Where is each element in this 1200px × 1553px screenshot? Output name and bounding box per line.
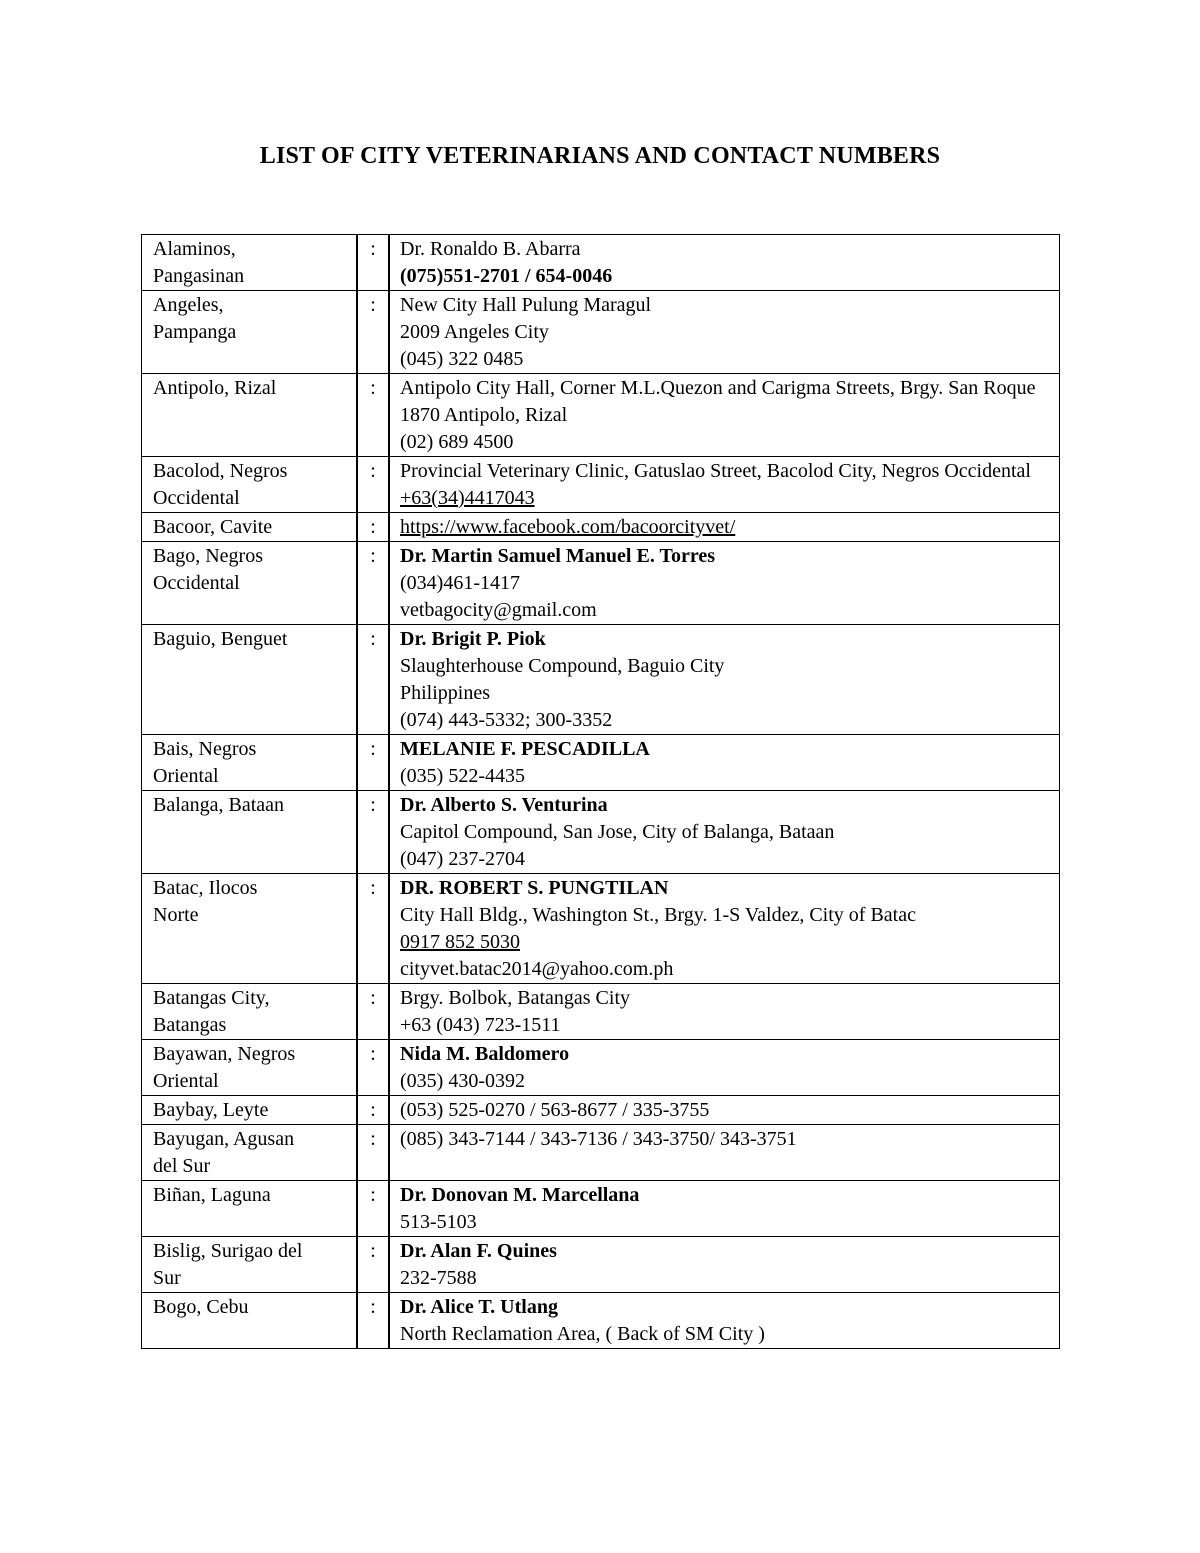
city-name-line: Sur — [153, 1267, 181, 1289]
city-cell — [142, 1237, 358, 1293]
contact-info-line: North Reclamation Area, ( Back of SM City ) — [400, 1323, 765, 1345]
table-row — [142, 457, 1060, 513]
contact-info-line: (034)461-1417 — [400, 572, 520, 594]
contact-info-line: New City Hall Pulung Maragul — [400, 294, 652, 316]
city-cell — [142, 735, 358, 791]
city-name-line: Bacolod, Negros — [153, 460, 288, 482]
contact-info-line: (053) 525-0270 / 563-8677 / 335-3755 — [400, 1099, 710, 1121]
contact-info-cell — [389, 1040, 1060, 1096]
contact-info-cell — [389, 874, 1060, 984]
contact-info-line: Provincial Veterinary Clinic, Gatuslao Street, Bacolod City, Negros Occidental — [400, 460, 1031, 482]
contact-info-line: Dr. Alan F. Quines — [400, 1240, 557, 1262]
city-name-line: Bogo, Cebu — [153, 1296, 249, 1318]
separator-cell: : — [357, 457, 389, 513]
contact-info-line: +63 (043) 723-1511 — [400, 1014, 561, 1036]
table-row — [142, 374, 1060, 457]
separator-cell: : — [357, 735, 389, 791]
contact-info-line: Philippines — [400, 682, 491, 704]
contact-info-line: 0917 852 5030 — [400, 931, 520, 953]
contact-info-line: 513-5103 — [400, 1211, 477, 1233]
table-row — [142, 625, 1060, 735]
table-row — [142, 874, 1060, 984]
contact-info-cell — [389, 1293, 1060, 1349]
city-cell — [142, 984, 358, 1040]
separator-cell: : — [357, 625, 389, 735]
city-name-line: Alaminos, — [153, 238, 236, 260]
contact-info-line: DR. ROBERT S. PUNGTILAN — [400, 877, 669, 899]
contact-info-line: Dr. Ronaldo B. Abarra — [400, 238, 581, 260]
table-row — [142, 542, 1060, 625]
contact-info-line: vetbagocity@gmail.com — [400, 599, 597, 621]
contact-info-cell — [389, 984, 1060, 1040]
table-row — [142, 1237, 1060, 1293]
contact-info-line: (02) 689 4500 — [400, 431, 514, 453]
table-row — [142, 1040, 1060, 1096]
contact-info-line: 2009 Angeles City — [400, 321, 549, 343]
table-row — [142, 735, 1060, 791]
contact-info-line: Dr. Brigit P. Piok — [400, 628, 546, 650]
city-name-line: Antipolo, Rizal — [153, 377, 277, 399]
table-row — [142, 1125, 1060, 1181]
contact-info-line: (085) 343-7144 / 343-7136 / 343-3750/ 343-3751 — [400, 1128, 797, 1150]
city-name-line: Occidental — [153, 487, 240, 509]
city-cell — [142, 1040, 358, 1096]
separator-cell: : — [357, 791, 389, 874]
contact-info-line: (074) 443-5332; 300-3352 — [400, 709, 613, 731]
contact-info-cell — [389, 791, 1060, 874]
city-name-line: Bacoor, Cavite — [153, 516, 273, 538]
table-row — [142, 1181, 1060, 1237]
separator-cell: : — [357, 1181, 389, 1237]
contact-info-line: Dr. Martin Samuel Manuel E. Torres — [400, 545, 716, 567]
city-name-line: Oriental — [153, 1070, 219, 1092]
contact-info-line: Antipolo City Hall, Corner M.L.Quezon and Carigma Streets, Brgy. San Roque — [400, 377, 1036, 399]
contact-info-line: (075)551-2701 / 654-0046 — [400, 265, 613, 287]
separator-cell: : — [357, 1125, 389, 1181]
city-name-line: Batac, Ilocos — [153, 877, 258, 899]
contact-info-line: Brgy. Bolbok, Batangas City — [400, 987, 630, 1009]
city-name-line: Pangasinan — [153, 265, 245, 287]
veterinarian-table — [141, 234, 1060, 1349]
separator-cell: : — [357, 513, 389, 542]
separator-cell: : — [357, 374, 389, 457]
city-cell — [142, 1293, 358, 1349]
city-cell — [142, 1181, 358, 1237]
city-name-line: Bais, Negros — [153, 738, 257, 760]
city-cell — [142, 791, 358, 874]
city-name-line: Baguio, Benguet — [153, 628, 288, 650]
city-name-line: Bago, Negros — [153, 545, 263, 567]
separator-cell: : — [357, 291, 389, 374]
city-cell — [142, 625, 358, 735]
contact-info-line: (047) 237-2704 — [400, 848, 525, 870]
contact-info-cell — [389, 374, 1060, 457]
facebook-link[interactable]: https://www.facebook.com/bacoorcityvet/ — [400, 516, 736, 538]
city-name-line: Norte — [153, 904, 199, 926]
contact-info-cell — [389, 457, 1060, 513]
city-name-line: Batangas — [153, 1014, 227, 1036]
table-row — [142, 513, 1060, 542]
table-row — [142, 1096, 1060, 1125]
city-cell — [142, 1125, 358, 1181]
contact-info-line: (045) 322 0485 — [400, 348, 524, 370]
table-row — [142, 1293, 1060, 1349]
separator-cell: : — [357, 1293, 389, 1349]
separator-cell: : — [357, 235, 389, 291]
contact-info-line: cityvet.batac2014@yahoo.com.ph — [400, 958, 674, 980]
separator-cell: : — [357, 874, 389, 984]
contact-info-cell — [389, 235, 1060, 291]
separator-cell: : — [357, 1040, 389, 1096]
contact-info-line: City Hall Bldg., Washington St., Brgy. 1-S Valdez, City of Batac — [400, 904, 916, 926]
table-row — [142, 791, 1060, 874]
city-cell — [142, 374, 358, 457]
contact-info-line: Dr. Donovan M. Marcellana — [400, 1184, 640, 1206]
city-name-line: Batangas City, — [153, 987, 270, 1009]
city-cell — [142, 874, 358, 984]
city-name-line: Bayawan, Negros — [153, 1043, 296, 1065]
contact-info-cell — [389, 735, 1060, 791]
city-name-line: Angeles, — [153, 294, 224, 316]
contact-info-line: Capitol Compound, San Jose, City of Balanga, Bataan — [400, 821, 835, 843]
separator-cell: : — [357, 1237, 389, 1293]
contact-info-line: 1870 Antipolo, Rizal — [400, 404, 568, 426]
contact-info-line: Dr. Alice T. Utlang — [400, 1296, 558, 1318]
city-cell — [142, 542, 358, 625]
contact-info-cell — [389, 1096, 1060, 1125]
page-title: LIST OF CITY VETERINARIANS AND CONTACT NUMBERS — [259, 143, 941, 169]
table-row — [142, 291, 1060, 374]
contact-info-line: (035) 522-4435 — [400, 765, 525, 787]
table-row — [142, 235, 1060, 291]
table-row — [142, 984, 1060, 1040]
separator-cell: : — [357, 984, 389, 1040]
contact-info-cell — [389, 513, 1060, 542]
city-name-line: Oriental — [153, 765, 219, 787]
city-cell — [142, 1096, 358, 1125]
separator-cell: : — [357, 542, 389, 625]
contact-info-line: Slaughterhouse Compound, Baguio City — [400, 655, 725, 677]
contact-info-line: Nida M. Baldomero — [400, 1043, 570, 1065]
city-name-line: del Sur — [153, 1155, 211, 1177]
city-name-line: Bayugan, Agusan — [153, 1128, 295, 1150]
city-name-line: Pampanga — [153, 321, 237, 343]
contact-info-cell — [389, 542, 1060, 625]
contact-info-line: +63(34)4417043 — [400, 487, 535, 509]
city-cell — [142, 235, 358, 291]
contact-info-cell — [389, 1125, 1060, 1181]
separator-cell: : — [357, 1096, 389, 1125]
city-name-line: Baybay, Leyte — [153, 1099, 269, 1121]
contact-info-cell — [389, 625, 1060, 735]
city-name-line: Bislig, Surigao del — [153, 1240, 303, 1262]
contact-info-line: 232-7588 — [400, 1267, 477, 1289]
city-cell — [142, 457, 358, 513]
contact-info-cell — [389, 1181, 1060, 1237]
city-cell — [142, 291, 358, 374]
contact-info-line: (035) 430-0392 — [400, 1070, 525, 1092]
contact-info-cell — [389, 1237, 1060, 1293]
veterinarian-table-body — [142, 235, 1060, 1349]
city-cell — [142, 513, 358, 542]
contact-info-line: MELANIE F. PESCADILLA — [400, 738, 650, 760]
city-name-line: Occidental — [153, 572, 240, 594]
city-name-line: Balanga, Bataan — [153, 794, 285, 816]
city-name-line: Biñan, Laguna — [153, 1184, 271, 1206]
contact-info-cell — [389, 291, 1060, 374]
contact-info-line: Dr. Alberto S. Venturina — [400, 794, 608, 816]
